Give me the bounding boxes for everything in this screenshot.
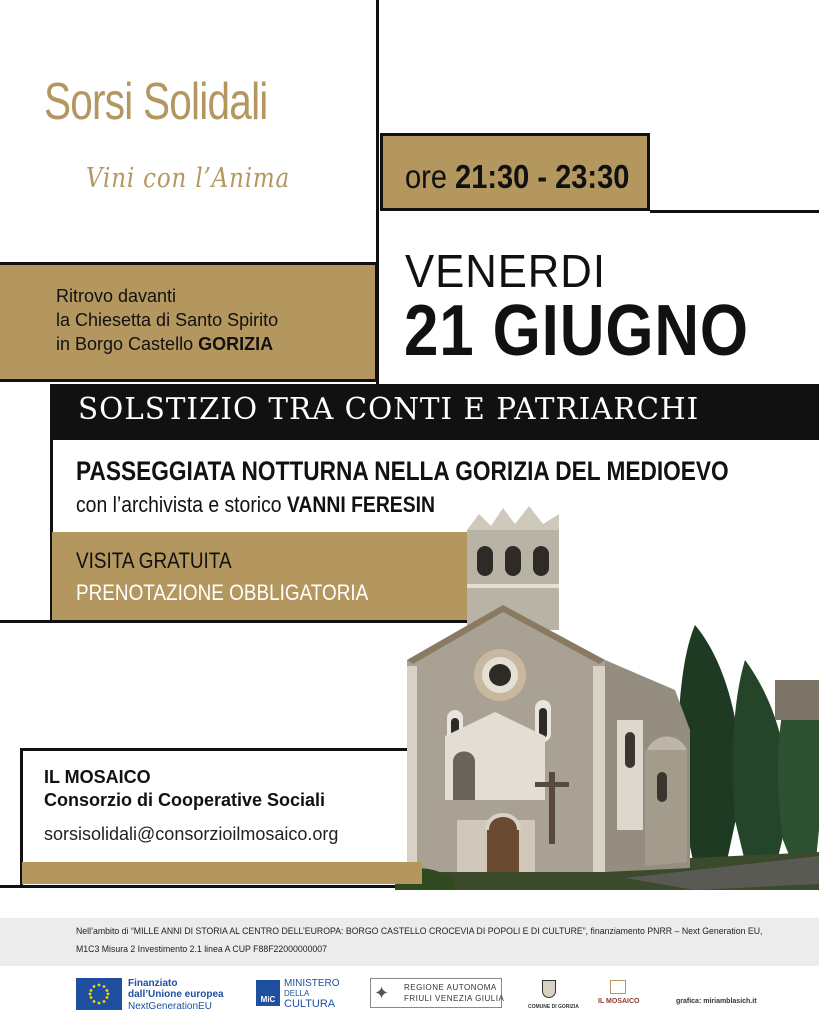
mic-logo-text: DELLA [284, 989, 310, 998]
mic-logo-text: CULTURA [284, 998, 336, 1010]
church-image [395, 500, 819, 890]
walk-guide: con l’archivista e storico VANNI FERESIN [76, 492, 435, 517]
logo-subtitle: Vini con l’Anima [86, 163, 291, 194]
event-weekday: VENERDI [405, 245, 606, 297]
logo-title: Sorsi Solidali [44, 73, 268, 131]
decorative-gold-bar [22, 862, 422, 884]
meeting-line: in Borgo Castello GORIZIA [56, 334, 274, 354]
event-date: 21 GIUGNO [404, 291, 749, 371]
crest-icon [542, 980, 556, 998]
region-logo-text: FRIULI VENEZIA GIULIA [404, 994, 505, 1003]
mic-logo-text: MINISTERO [284, 978, 340, 989]
eagle-icon: ✦ [374, 983, 390, 1003]
event-time: ore 21:30 - 23:30 [405, 158, 630, 195]
organizer-email[interactable]: sorsisolidali@consorzioilmosaico.org [44, 824, 339, 844]
eu-logo-text: dall’Unione europea [128, 989, 224, 1000]
comune-logo-text: COMUNE DI GORIZIA [528, 1004, 579, 1010]
mic-logo-icon: MiC [256, 980, 280, 1006]
eu-logo-text: NextGenerationEU [128, 1001, 212, 1012]
organizer-description: Consorzio di Cooperative Sociali [44, 790, 326, 810]
meeting-line: Ritrovo davanti [56, 286, 177, 306]
frame-divider [650, 210, 819, 213]
mosaico-logo-icon [610, 980, 626, 994]
region-logo-text: REGIONE AUTONOMA [404, 983, 497, 992]
eu-logo-text: Finanziato [128, 978, 178, 989]
organizer-name: IL MOSAICO [44, 767, 151, 787]
event-title: SOLSTIZIO TRA CONTI E PATRIARCHI [78, 392, 700, 427]
booking-required-label: PRENOTAZIONE OBBLIGATORIA [76, 580, 369, 605]
meeting-line: la Chiesetta di Santo Spirito [56, 310, 279, 330]
eu-flag-icon [76, 978, 122, 1010]
frame-divider [20, 748, 410, 751]
design-credit: grafica: miriamblasich.it [676, 998, 757, 1005]
funding-text: M1C3 Misura 2 Investimento 2.1 linea A CUP F88F22000000007 [76, 944, 328, 955]
walk-title: PASSEGGIATA NOTTURNA NELLA GORIZIA DEL MEDIOEVO [76, 456, 729, 486]
funding-text: Nell’ambito di “MILLE ANNI DI STORIA AL CENTRO DELL’EUROPA: BORGO CASTELLO CROCEVIA DI POPOLI E DI CULTURE”, finanziamento PNRR – Next Generation EU, [76, 926, 763, 937]
mosaico-logo-text: IL MOSAICO [598, 998, 640, 1005]
free-visit-label: VISITA GRATUITA [76, 548, 232, 573]
